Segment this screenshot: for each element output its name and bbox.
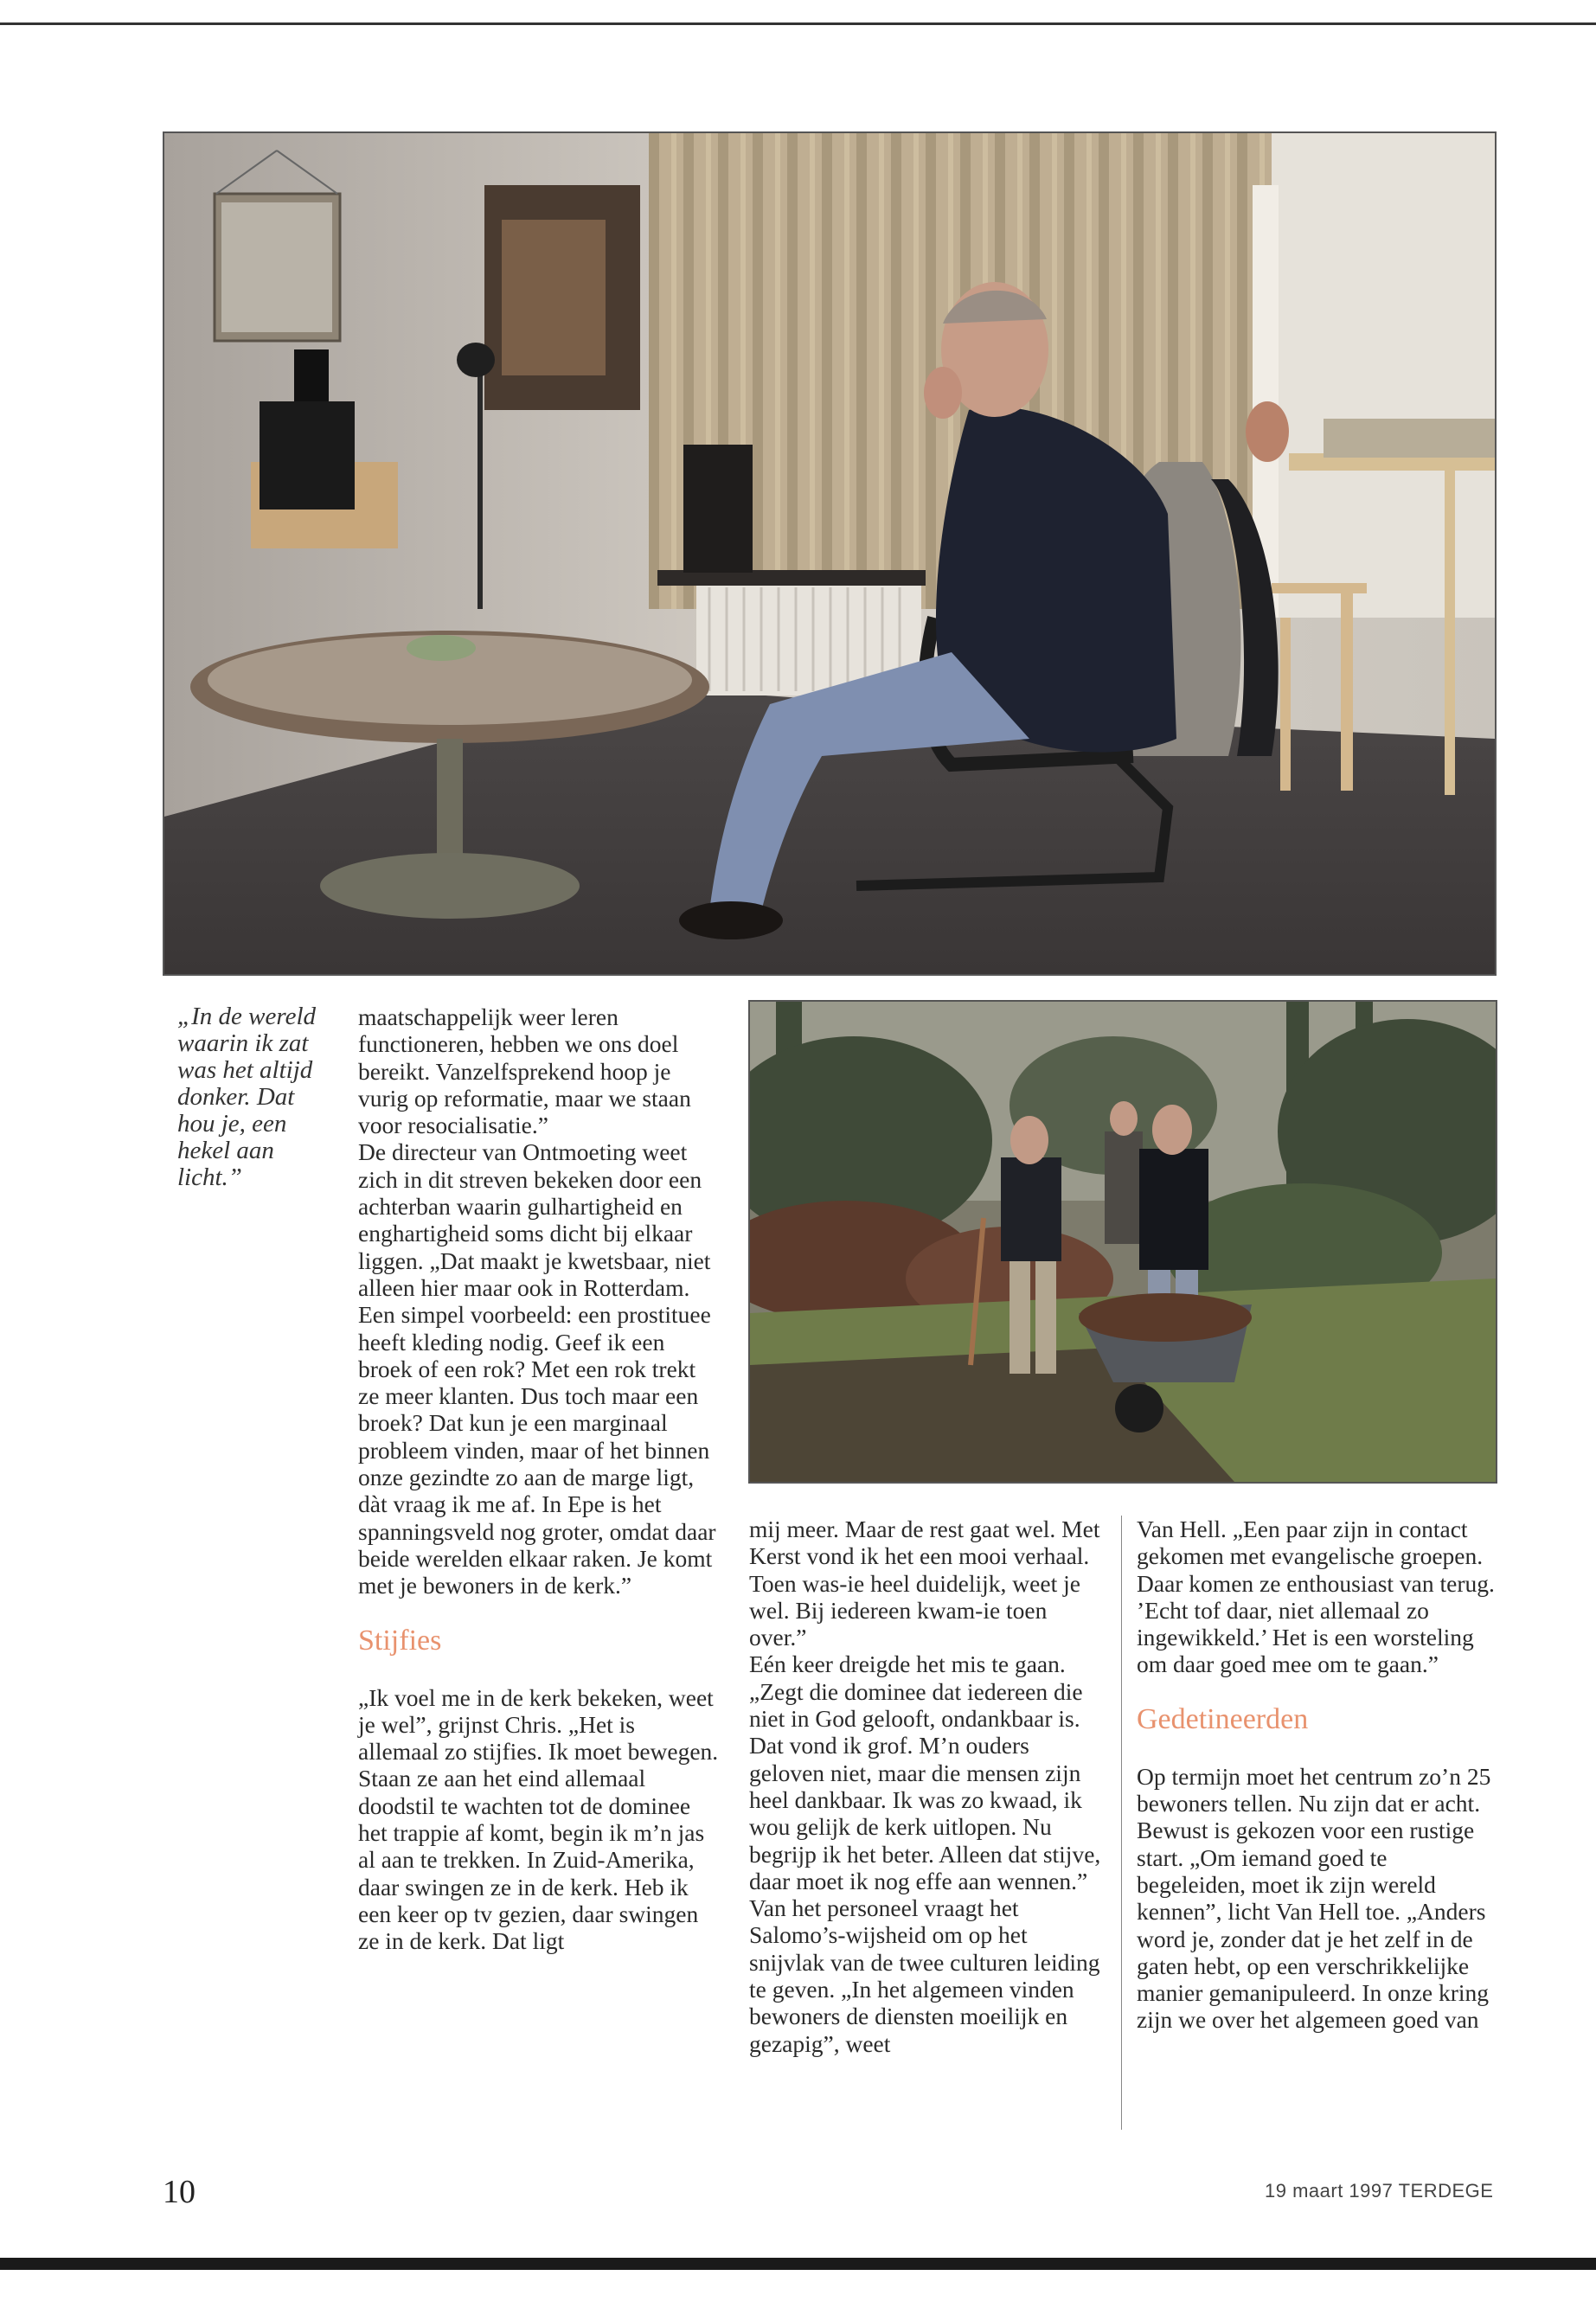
folio: 19 maart 1997 TERDEGE	[1265, 2180, 1494, 2202]
column-3-paragraph-2: Op termijn moet het centrum zo’n 25 bewoners tellen. Nu zijn dat er acht. Bewust is gekozen voor een rustige start. „Om iemand goed te begeleiden, moet ik zijn wereld kennen”, licht Van Hell toe. „Anders word je, zonder dat je het zelf in de gaten hebt, op een verschrikkelijke manier gemanipuleerd. In onze kring zijn we over het algemeen goed van	[1137, 1762, 1491, 2034]
room-photo	[163, 131, 1497, 976]
column-2	[749, 1516, 1108, 2057]
page-number: 10	[163, 2174, 195, 2210]
subhead-gedetineerden: Gedetineerden	[1137, 1702, 1309, 1735]
garden-photo	[748, 1000, 1497, 1484]
column-1	[358, 1003, 720, 1955]
column-1-paragraph-1: maatschappelijk weer leren functioneren, hebben we ons doel bereikt. Vanzelfsprekend hoop je vurig op reformatie, maar we staan voor resocialisatie.”	[358, 1003, 691, 1139]
room-photo-illustration	[164, 133, 1495, 974]
garden-photo-illustration	[750, 1002, 1496, 1482]
column-3	[1137, 1516, 1496, 2034]
column-2-paragraph-2: Eén keer dreigde het mis te gaan. „Zegt die dominee dat iedereen die niet in God gelooft, ondankbaar is. Dat vond ik grof. M’n ouders geloven niet, maar die mensen zijn heel dankbaar. Ik was zo kwaad, ik wou gelijk de kerk uitlopen. Nu begrijp ik het beter. Alleen dat stijve, daar moet ik nog effe aan wennen.”	[749, 1650, 1101, 1894]
top-rule	[0, 22, 1596, 25]
column-1-paragraph-2: De directeur van Ontmoeting weet zich in dit streven bekeken door een achterban waarin gulhartigheid en enghartigheid soms dicht bij elkaar liggen. „Dat maakt je kwetsbaar, niet alleen hier maar ook in Rotterdam. Een simpel voorbeeld: een prostituee heeft kleding nodig. Geef ik een broek of een rok? Met een rok trekt ze meer klanten. Dus toch maar een broek? Dat kun je een marginaal probleem vinden, maar of het binnen onze gezindte zo aan de marge ligt, dàt vraag ik me af. In Epe is het spanningsveld nog groter, omdat daar beide werelden elkaar raken. Je komt met je bewoners in de kerk.”	[358, 1138, 716, 1599]
photo-caption: „In de wereld waarin ik zat was het altijd donker. Dat hou je, een hekel aan licht.”	[177, 1003, 317, 1191]
column-3-paragraph-1: Van Hell. „Een paar zijn in contact gekomen met evangelische groepen. Daar komen ze enthousiast van terug. ’Echt tof daar, niet allemaal zo ingewikkeld.’ Het is een worsteling om daar goed mee om te gaan.”	[1137, 1516, 1495, 1678]
column-2-paragraph-1: mij meer. Maar de rest gaat wel. Met Kerst vond ik het een mooi verhaal. Toen was-ie heel duidelijk, weet je wel. Bij iedereen kwam-ie toen over.”	[749, 1516, 1100, 1651]
subhead-stijfies: Stijfies	[358, 1624, 442, 1657]
column-2-paragraph-3: Van het personeel vraagt het Salomo’s-wijsheid om op het snijvlak van de twee culturen leiding te geven. „In het algemeen vinden bewoners de diensten moeilijk en gezapig”, weet	[749, 1894, 1100, 2057]
bottom-rule	[0, 2258, 1596, 2270]
column-1-paragraph-3: „Ik voel me in de kerk bekeken, weet je wel”, grijnst Chris. „Het is allemaal zo stijfies. Ik moet bewegen. Staan ze aan het eind allemaal doodstil te wachten tot de dominee het trappie af komt, begin ik m’n jas al aan te trekken. In Zuid-Amerika, daar swingen ze in de kerk. Heb ik een keer op tv gezien, daar swingen ze in de kerk. Dat ligt	[358, 1683, 719, 1955]
column-divider	[1121, 1516, 1122, 2130]
